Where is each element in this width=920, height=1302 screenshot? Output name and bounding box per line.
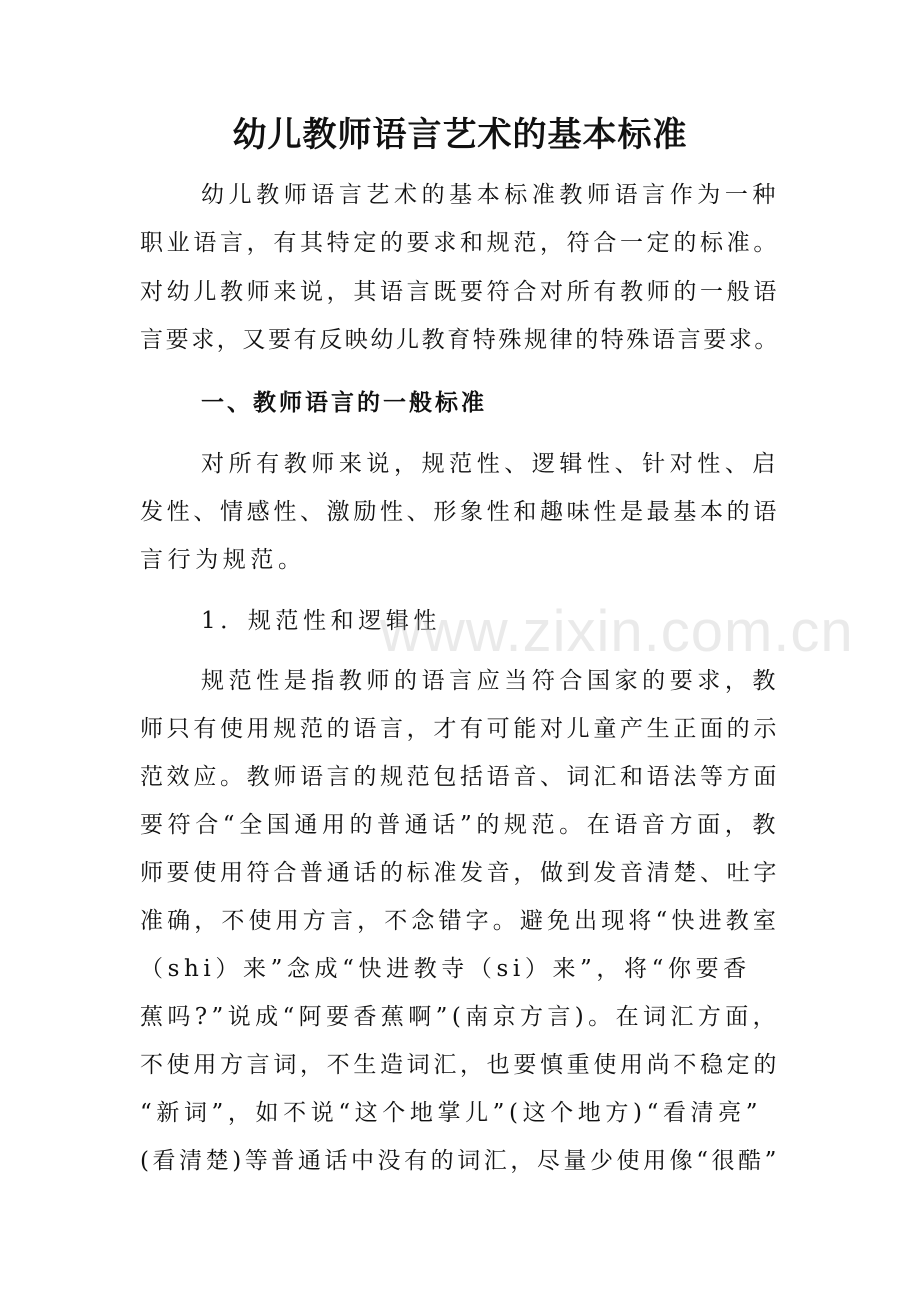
paragraph-line: 发性、情感性、激励性、形象性和趣味性是最基本的语 (140, 499, 780, 525)
paragraph-line: 不使用方言词，不生造词汇，也要慎重使用尚不稳定的 (140, 1052, 780, 1078)
paragraph-line: 准确，不使用方言，不念错字。避免出现将“快进教室 (140, 908, 780, 934)
subsection-heading: 1．规范性和逻辑性 (201, 608, 442, 634)
paragraph-line: （shi）来”念成“快进教寺（si）来”，将“你要香 (140, 956, 751, 982)
paragraph-line: 对幼儿教师来说，其语言既要符合对所有教师的一般语 (140, 279, 780, 305)
paragraph-line: 范效应。教师语言的规范包括语音、词汇和语法等方面 (140, 764, 780, 790)
section-heading: 一、教师语言的一般标准 (201, 389, 487, 416)
paragraph-line: 要符合“全国通用的普通话”的规范。在语音方面，教 (140, 812, 780, 838)
document-title: 幼儿教师语言艺术的基本标准 (232, 115, 688, 155)
paragraph-line: “新词”，如不说“这个地掌儿”(这个地方)“看清亮” (140, 1100, 763, 1126)
paragraph-line: 言要求，又要有反映幼儿教育特殊规律的特殊语言要求。 (140, 327, 780, 353)
paragraph-line: 言行为规范。 (140, 547, 306, 573)
watermark: www.zixin.com.cn (380, 599, 854, 664)
paragraph-line: 蕉吗?”说成“阿要香蕉啊”(南京方言)。在词汇方面， (140, 1004, 780, 1030)
paragraph-line: 幼儿教师语言艺术的基本标准教师语言作为一种 (201, 182, 780, 208)
paragraph-line: 对所有教师来说，规范性、逻辑性、针对性、启 (201, 451, 780, 477)
paragraph-line: (看清楚)等普通话中没有的词汇，尽量少使用像“很酷” (140, 1148, 780, 1174)
paragraph-line: 师只有使用规范的语言，才有可能对儿童产生正面的示 (140, 716, 780, 742)
paragraph-line: 师要使用符合普通话的标准发音，做到发音清楚、吐字 (140, 860, 780, 886)
paragraph-line: 职业语言，有其特定的要求和规范，符合一定的标准。 (140, 230, 780, 256)
paragraph-line: 规范性是指教师的语言应当符合国家的要求，教 (201, 668, 780, 694)
